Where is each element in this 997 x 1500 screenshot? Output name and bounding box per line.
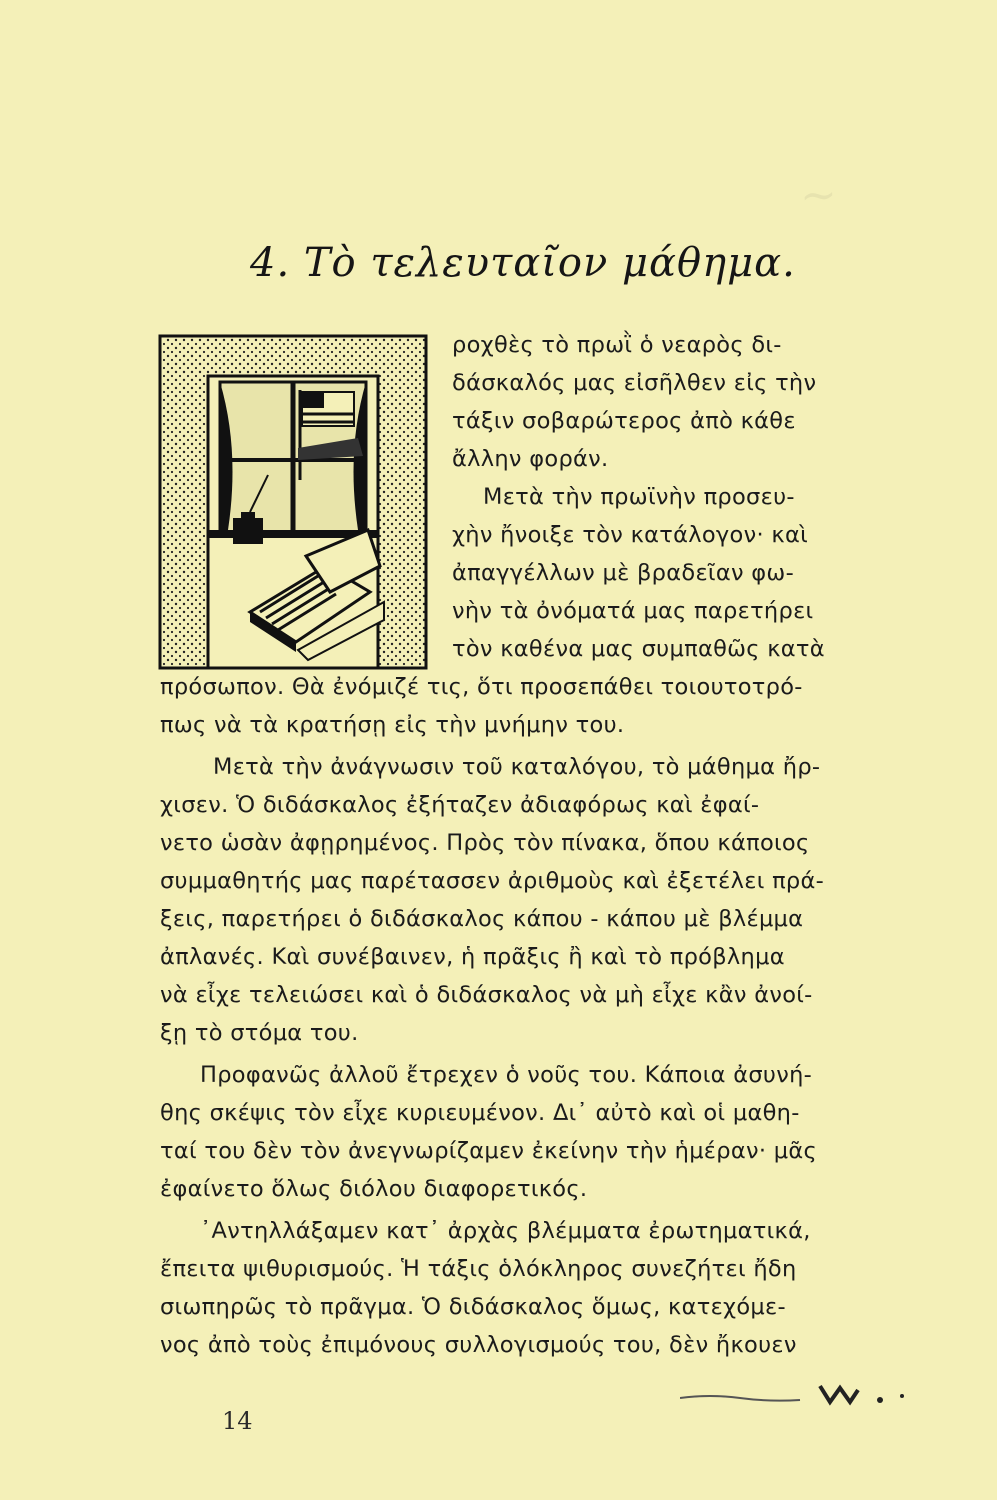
- text-line: συμμαθητής μας παρέτασσεν ἀριθμοὺς καὶ ἐξετέλει πρά-: [160, 868, 825, 894]
- bleed-through-text: ~: [799, 169, 838, 222]
- text-line: πρόσωπον. Θὰ ἐνόμιζέ τις, ὅτι προσεπάθει τοιουτοτρό-: [160, 674, 803, 700]
- drop-cap-letter-P-illustration-icon: [158, 330, 428, 670]
- text-line: ἐφαίνετο ὅλως διόλου διαφορετικός.: [160, 1176, 588, 1202]
- text-line: ἄλλην φοράν.: [452, 446, 609, 472]
- ink-smudge-icon: [680, 1378, 920, 1408]
- text-line: ξῃ τὸ στόμα του.: [160, 1020, 359, 1046]
- text-line: τὸν καθένα μας συμπαθῶς κατὰ: [452, 636, 825, 662]
- text-line: δάσκαλός μας εἰσῆλθεν εἰς τὴν: [452, 370, 817, 396]
- text-line: ροχθὲς τὸ πρωῒ ὁ νεαρὸς δι-: [452, 332, 782, 358]
- text-line: νος ἀπὸ τοὺς ἐπιμόνους συλλογισμούς του, δὲν ἤκουεν: [160, 1332, 797, 1358]
- text-line: θης σκέψις τὸν εἶχε κυριευμένον. Δι᾽ αὐτὸ καὶ οἱ μαθη-: [160, 1100, 800, 1126]
- text-line: πως νὰ τὰ κρατήσῃ εἰς τὴν μνήμην του.: [160, 712, 625, 738]
- text-line: νετο ὡσὰν ἀφῃρημένος. Πρὸς τὸν πίνακα, ὅπου κάποιος: [160, 830, 810, 856]
- text-line: ᾽Αντηλλάξαμεν κατ᾽ ἀρχὰς βλέμματα ἐρωτηματικά,: [200, 1218, 811, 1244]
- chapter-title: 4. Τὸ τελευταῖον μάθημα.: [250, 240, 796, 286]
- text-line: χὴν ἤνοιξε τὸν κατάλογον· καὶ: [452, 522, 808, 548]
- text-line: νὴν τὰ ὀνόματά μας παρετήρει: [452, 598, 814, 624]
- text-line: ἀπλανές. Καὶ συνέβαινεν, ἡ πρᾶξις ἢ καὶ τὸ πρόβλημα: [160, 944, 785, 970]
- text-line: ἔπειτα ψιθυρισμούς. Ἡ τάξις ὁλόκληρος συνεζήτει ἤδη: [160, 1256, 797, 1282]
- page-number: 14: [222, 1407, 253, 1435]
- text-line: νὰ εἶχε τελειώσει καὶ ὁ διδάσκαλος νὰ μὴ εἶχε κἂν ἀνοί-: [160, 982, 813, 1008]
- text-line: τάξιν σοβαρώτερος ἀπὸ κάθε: [452, 408, 796, 434]
- text-line: Μετὰ τὴν ἀνάγνωσιν τοῦ καταλόγου, τὸ μάθημα ἤρ-: [213, 754, 821, 780]
- text-line: χισεν. Ὁ διδάσκαλος ἐξήταζεν ἀδιαφόρως καὶ ἐφαί-: [160, 792, 760, 818]
- text-line: Προφανῶς ἀλλοῦ ἔτρεχεν ὁ νοῦς του. Κάποια ἀσυνή-: [200, 1062, 813, 1088]
- text-line: ξεις, παρετήρει ὁ διδάσκαλος κάπου - κάπου μὲ βλέμμα: [160, 906, 804, 932]
- text-line: ἀπαγγέλλων μὲ βραδεῖαν φω-: [452, 560, 794, 586]
- text-line: ταί του δὲν τὸν ἀνεγνωρίζαμεν ἐκείνην τὴν ἡμέραν· μᾶς: [160, 1138, 818, 1164]
- text-line: σιωπηρῶς τὸ πρᾶγμα. Ὁ διδάσκαλος ὅμως, κατεχόμε-: [160, 1294, 786, 1320]
- text-line: Μετὰ τὴν πρωϊνὴν προσευ-: [483, 484, 795, 510]
